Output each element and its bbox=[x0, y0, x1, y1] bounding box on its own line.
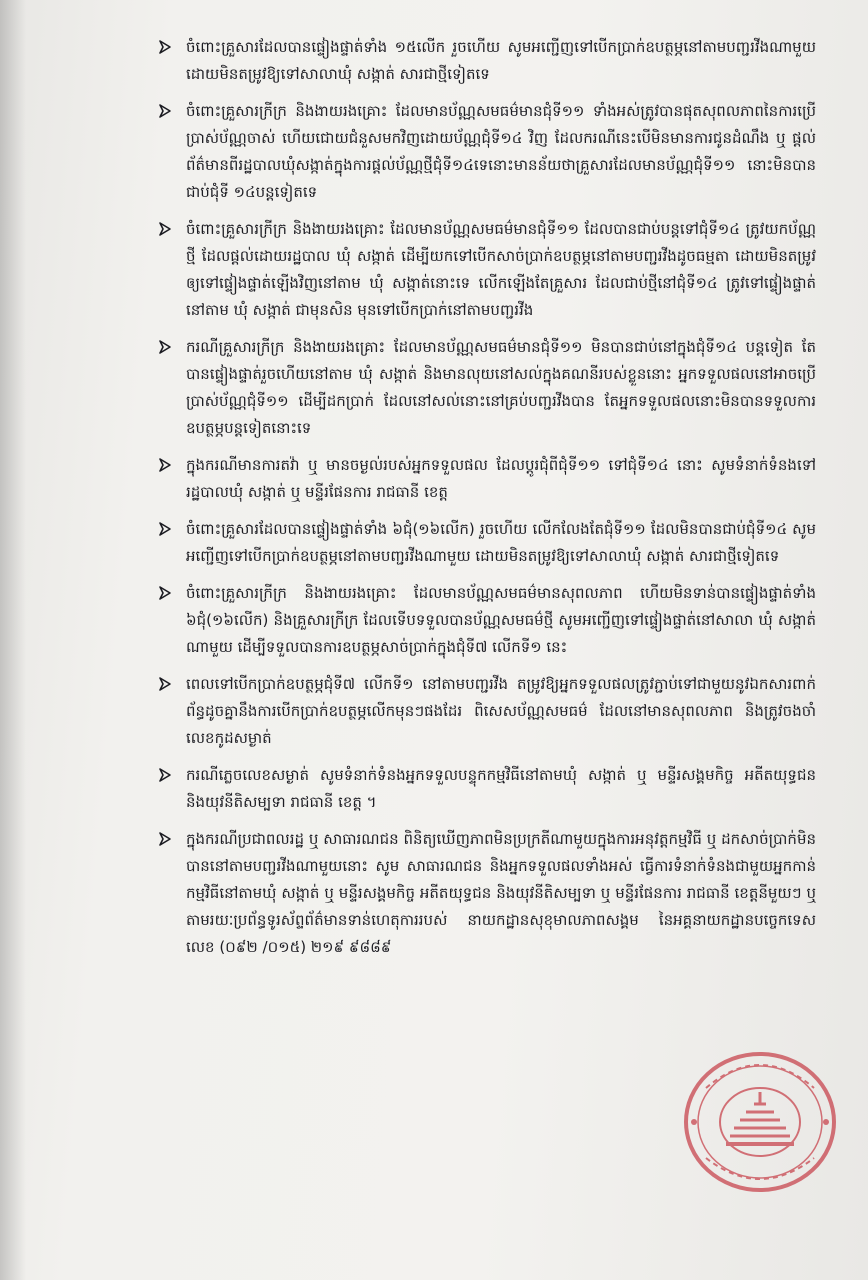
item-text: ចំពោះគ្រួសារដែលបានផ្ទៀងផ្ទាត់ទាំង ៦ជុំ(១៦លើក) រួចហើយ លើកលែងតែជុំទី១១ ដែលមិនបានជាប់ជុំទី១៤ សូមអញ្ជើញទៅបើកប្រាក់ឧបត្ថម្ភនៅតាមបញ្ជរវីងណាមួយ ដោយមិនតម្រូវឱ្យទៅសាលាឃុំ សង្កាត់ សារជាថ្មីទៀតទេ bbox=[186, 520, 816, 565]
list-item bbox=[156, 826, 816, 961]
item-text: ចំពោះគ្រួសារដែលបានផ្ទៀងផ្ទាត់ទាំង ១៥លើក រួចហើយ សូមអញ្ជើញទៅបើកប្រាក់ឧបត្ថម្ភនៅតាមបញ្ជរវីងណាមួយដោយមិនតម្រូវឱ្យទៅសាលាឃុំ សង្កាត់ សារជាថ្មីទៀតទេ bbox=[186, 38, 816, 83]
item-text: ករណីគ្រួសារក្រីក្រ និងងាយរងគ្រោះ ដែលមានប័ណ្ណសមធម៌មានជុំទី១១ មិនបានជាប់នៅក្នុងជុំទី១៤ បន្តទៀត តែបានផ្ទៀងផ្ទាត់រួចហើយនៅតាម ឃុំ សង្កាត់ និងមានលុយនៅសល់ក្នុងគណនីរបស់ខ្លួននោះ អ្នកទទួលផលនៅអាចប្រើប្រាស់ប័ណ្ណជុំទី១១ ដើម្បីដកប្រាក់ ដែលនៅសល់នោះនៅគ្រប់បញ្ជរវីងបាន តែអ្នកទទួលផលនោះមិនបានទទួលការឧបត្ថម្ភបន្តទៀតនោះទេ bbox=[186, 338, 816, 437]
arrow-bullet-icon bbox=[158, 767, 172, 783]
arrow-bullet-icon bbox=[158, 221, 172, 237]
item-text: ក្នុងករណីមានការតវ៉ា ឬ មានចម្ងល់របស់អ្នកទទួលផល ដែលប្តូរជុំពីជុំទី១១ ទៅជុំទី១៤ នោះ សូមទំនាក់ទំនងទៅរដ្ឋបាលឃុំ សង្កាត់ ឬ មន្ទីរផែនការ រាជធានី ខេត្ត bbox=[186, 456, 816, 501]
list-item bbox=[156, 516, 816, 570]
item-text: ពេលទៅបើកប្រាក់ឧបត្ថម្ភជុំទី៧ លើកទី១ នៅតាមបញ្ជរវីង តម្រូវឱ្យអ្នកទទួលផលត្រូវភ្ជាប់ទៅជាមួយនូវឯកសារពាក់ព័ន្ធដូចគ្នានឹងការបើកប្រាក់ឧបត្ថម្ភលើកមុនៗផងដែរ ពិសេសប័ណ្ណសមធម៌ ដែលនៅមានសុពលភាព និងត្រូវចងចាំលេខកូដសម្ងាត់ bbox=[186, 675, 816, 747]
arrow-bullet-icon bbox=[158, 339, 172, 355]
item-text: ករណីភ្លេចលេខសម្ងាត់ សូមទំនាក់ទំនងអ្នកទទួលបន្ទុកកម្មវិធីនៅតាមឃុំ សង្កាត់ ឬ មន្ទីរសង្គមកិច្ច អតីតយុទ្ធជន និងយុវនីតិសម្បទា រាជធានី ខេត្ត ។ bbox=[186, 766, 816, 811]
arrow-bullet-icon bbox=[158, 831, 172, 847]
list-item bbox=[156, 34, 816, 88]
list-item bbox=[156, 98, 816, 206]
list-item bbox=[156, 671, 816, 752]
arrow-bullet-icon bbox=[158, 585, 172, 601]
arrow-bullet-icon bbox=[158, 103, 172, 119]
list-item bbox=[156, 216, 816, 324]
list-item bbox=[156, 452, 816, 506]
arrow-bullet-icon bbox=[158, 521, 172, 537]
list-item bbox=[156, 580, 816, 661]
item-text: ចំពោះគ្រួសារក្រីក្រ និងងាយរងគ្រោះ ដែលមានប័ណ្ណសមធម៌មានជុំទី១១ ទាំងអស់ត្រូវបានផុតសុពលភាពនៃការប្រើប្រាស់ប័ណ្ណចាស់ ហើយជោយជំនួសមកវិញដោយប័ណ្ណជុំទី១៤ វិញ ដែលករណីនេះបើមិនមានការជូនដំណឹង ឬ ផ្តល់ព័ត៌មានពីរដ្ឋបាលឃុំសង្កាត់ក្នុងការផ្តល់ប័ណ្ណថ្មីជុំទី១៤ទេនោះមានន័យថាគ្រួសារដែលមានប័ណ្ណជុំទី១១ នោះមិនបានជាប់ជុំទី ១៤បន្តទៀតទេ bbox=[186, 102, 816, 201]
official-seal-stamp bbox=[650, 1048, 840, 1196]
arrow-bullet-icon bbox=[158, 676, 172, 692]
arrow-bullet-icon bbox=[158, 457, 172, 473]
item-text: ក្នុងករណីប្រជាពលរដ្ឋ ឬ សាធារណជន ពិនិត្យឃើញភាពមិនប្រក្រតីណាមួយក្នុងការអនុវត្តកម្មវិធី ឬ ដកសាច់ប្រាក់មិនបាននៅតាមបញ្ជរវីងណាមួយនោះ សូម សាធារណជន និងអ្នកទទួលផលទាំងអស់ ធ្វើការទំនាក់ទំនងជាមួយអ្នកកាន់កម្មវិធីនៅតាមឃុំ សង្កាត់ ឬ មន្ទីរសង្គមកិច្ច អតីតយុទ្ធជន និងយុវនីតិសម្បទា ឬ មន្ទីរផែនការ រាជធានី ខេត្តនីមួយៗ ឬ តាមរយៈប្រព័ន្ធទូរស័ព្ទព័ត៌មានទាន់ហេតុការរបស់ នាយកដ្ឋានសុខុមាលភាពសង្គម នៃអគ្គនាយកដ្ឋានបច្ចេកទេស លេខ (០៩២ /០១៥) ២១៩ ៩៨៨៩ bbox=[186, 830, 816, 956]
document-body bbox=[156, 34, 816, 971]
page-shadow bbox=[0, 0, 26, 1280]
item-text: ចំពោះគ្រួសារក្រីក្រ និងងាយរងគ្រោះ ដែលមានប័ណ្ណសមធម៌មានសុពលភាព ហើយមិនទាន់បានផ្ទៀងផ្ទាត់ទាំង ៦ជុំ(១៦លើក) និងគ្រួសារក្រីក្រ ដែលទើបទទួលបានប័ណ្ណសមធម៌ថ្មី សូមអញ្ជើញទៅផ្ទៀងផ្ទាត់នៅសាលា ឃុំ សង្កាត់ ណាមួយ ដើម្បីទទួលបានការឧបត្ថម្ភសាច់ប្រាក់ក្នុងជុំទី៧ លើកទី១ នេះ bbox=[186, 584, 816, 656]
list-item bbox=[156, 762, 816, 816]
list-item bbox=[156, 334, 816, 442]
item-text: ចំពោះគ្រួសារក្រីក្រ និងងាយរងគ្រោះ ដែលមានប័ណ្ណសមធម៌មានជុំទី១១ ដែលបានជាប់បន្តទៅជុំទី១៤ ត្រូវយកប័ណ្ណថ្មី ដែលផ្តល់ដោយរដ្ឋបាល ឃុំ សង្កាត់ ដើម្បីយកទៅបើកសាច់ប្រាក់ឧបត្ថម្ភនៅតាមបញ្ជរវីងដូចធម្មតា ដោយមិនតម្រូវឲ្យទៅផ្ទៀងផ្ទាត់ឡើងវិញនៅតាម ឃុំ សង្កាត់នោះទេ លើកឡើងតែគ្រួសារ ដែលជាប់ថ្មីនៅជុំទី១៤ ត្រូវទៅផ្ទៀងផ្ទាត់នៅតាម ឃុំ សង្កាត់ ជាមុនសិន មុនទៅបើកប្រាក់នៅតាមបញ្ជរវីង bbox=[186, 220, 816, 319]
arrow-bullet-icon bbox=[158, 39, 172, 55]
